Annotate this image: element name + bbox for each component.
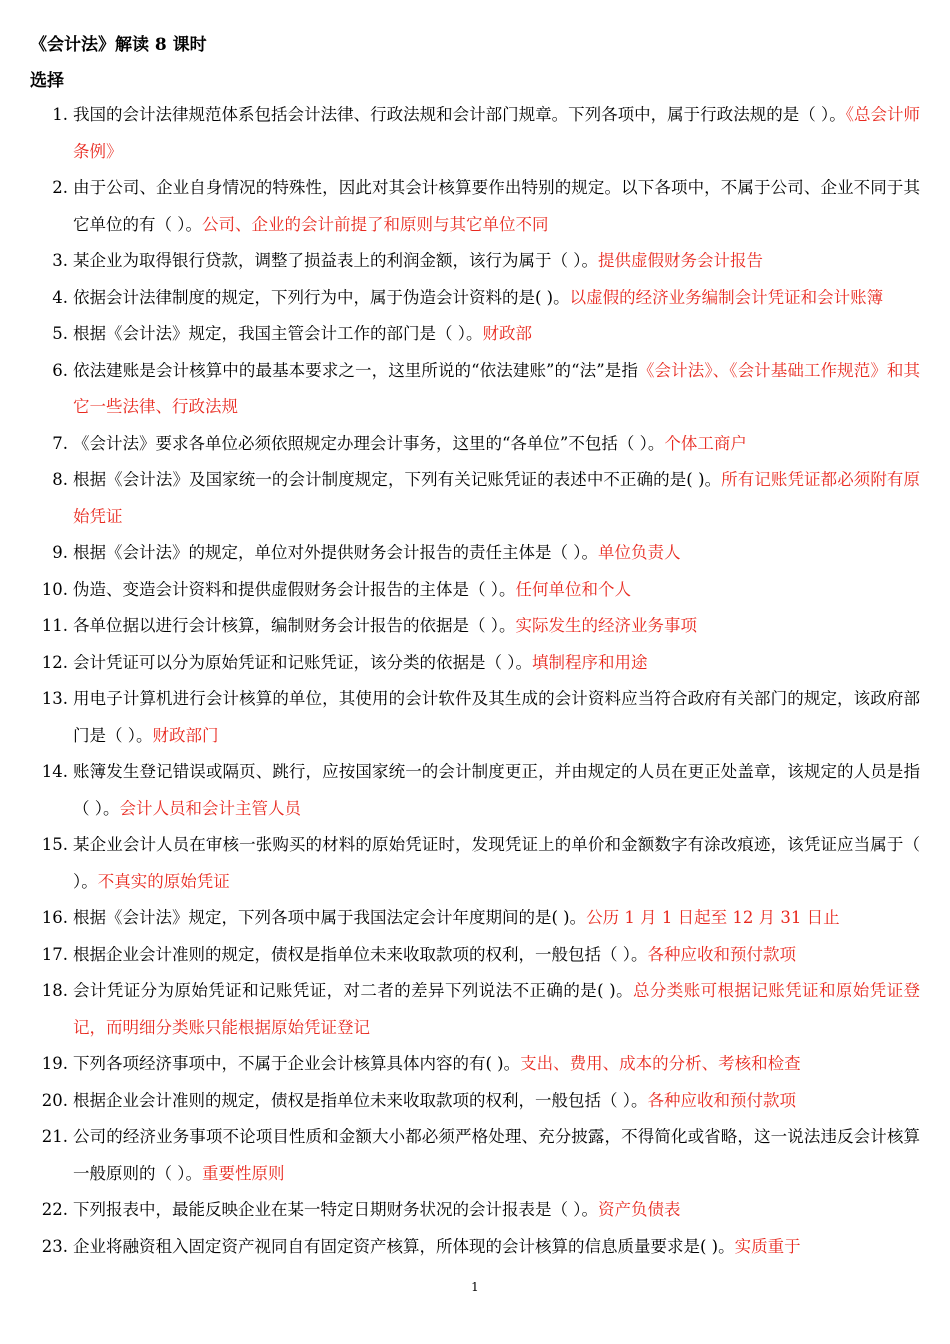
- question-text: 根据企业会计准则的规定，债权是指单位未来收取款项的权利，一般包括（ ）。: [73, 944, 648, 964]
- question-text: 《会计法》要求各单位必须依照规定办理会计事务，这里的“各单位”不包括（ ）。: [73, 433, 665, 453]
- answer-text: 所有记账凭证都必须附有原始凭证: [73, 470, 921, 526]
- answer-text: 各种应收和预付款项: [647, 944, 796, 964]
- question-number: 19.: [41, 1054, 68, 1073]
- list-item: [30, 1083, 920, 1120]
- answer-text: 提供虚假财务会计报告: [598, 251, 763, 270]
- list-item: [30, 170, 920, 243]
- section-heading: 选择: [30, 71, 64, 91]
- answer-text: 填制程序和用途: [532, 652, 648, 672]
- answer-text: 各种应收和预付款项: [647, 1090, 796, 1110]
- question-text: 用电子计算机进行会计核算的单位，其使用的会计软件及其生成的会计资料应当符合政府有关部门的规定，该政府部门是（ ）。: [73, 689, 920, 745]
- answer-text: 公司、企业的会计前提了和原则与其它单位不同: [202, 214, 549, 234]
- page-number: 1: [471, 1280, 479, 1294]
- list-item: [30, 681, 920, 754]
- question-number: 22.: [41, 1200, 68, 1219]
- answer-text: 总分类账可根据记账凭证和原始凭证登记，而明细分类账只能根据原始凭证登记: [73, 981, 921, 1037]
- answer-text: 会计人员和会计主管人员: [119, 798, 301, 818]
- answer-text: 重要性原则: [202, 1163, 285, 1183]
- list-item: [30, 1229, 920, 1266]
- list-item: [30, 97, 920, 170]
- question-text: 各单位据以进行会计核算，编制财务会计报告的依据是（ ）。: [73, 616, 516, 635]
- question-number: 9.: [52, 543, 68, 562]
- question-text: 下列各项经济事项中，不属于企业会计核算具体内容的有( )。: [73, 1054, 521, 1073]
- document-title: 《会计法》解读 8 课时: [30, 35, 207, 55]
- list-item: [30, 645, 920, 682]
- question-text: 根据《会计法》规定，我国主管会计工作的部门是（ ）。: [73, 324, 483, 343]
- question-number: 13.: [41, 689, 68, 708]
- question-text: 某企业会计人员在审核一张购买的材料的原始凭证时，发现凭证上的单价和金额数字有涂改痕迹，该凭证应当属于（ ）。: [73, 835, 920, 891]
- list-item: [30, 572, 920, 609]
- answer-text: 资产负债表: [598, 1200, 681, 1219]
- question-text: 依据会计法律制度的规定，下列行为中，属于伪造会计资料的是( )。: [73, 287, 570, 307]
- question-number: 12.: [41, 652, 68, 672]
- list-item: [30, 1192, 920, 1229]
- question-text: 会计凭证分为原始凭证和记账凭证，对二者的差异下列说法不正确的是( )。: [73, 981, 633, 1000]
- answer-text: 不真实的原始凭证: [97, 871, 230, 891]
- answer-text: 实际发生的经济业务事项: [515, 616, 697, 635]
- question-number: 8.: [52, 470, 68, 489]
- question-number: 23.: [41, 1236, 68, 1256]
- answer-text: 财政部门: [152, 725, 219, 745]
- question-text: 根据企业会计准则的规定，债权是指单位未来收取款项的权利，一般包括（ ）。: [73, 1090, 648, 1110]
- question-number: 17.: [41, 944, 68, 964]
- answer-text: 《总会计师条例》: [73, 105, 921, 161]
- list-item: [30, 243, 920, 280]
- list-item: [30, 462, 920, 535]
- question-number: 14.: [41, 762, 68, 781]
- answer-text: 财政部: [482, 324, 532, 343]
- question-number: 15.: [41, 835, 68, 854]
- answer-text: 任何单位和个人: [515, 579, 631, 599]
- question-number: 4.: [52, 287, 68, 307]
- list-item: [30, 1046, 920, 1083]
- question-number: 21.: [41, 1127, 68, 1146]
- question-list: [30, 97, 920, 1265]
- list-item: [30, 973, 920, 1046]
- answer-text: 《会计法》、《会计基础工作规范》和其它一些法律、行政法规: [73, 360, 920, 416]
- list-item: [30, 1119, 920, 1192]
- question-number: 3.: [52, 251, 68, 270]
- question-text: 某企业为取得银行贷款，调整了损益表上的利润金额，该行为属于（ ）。: [73, 251, 598, 270]
- question-text: 企业将融资租入固定资产视同自有固定资产核算，所体现的会计核算的信息质量要求是( )。: [73, 1236, 735, 1256]
- answer-text: 单位负责人: [598, 543, 681, 562]
- question-text: 根据《会计法》及国家统一的会计制度规定，下列有关记账凭证的表述中不正确的是( )。: [73, 470, 722, 489]
- question-number: 1.: [52, 105, 68, 124]
- question-text: 公司的经济业务事项不论项目性质和金额大小都必须严格处理、充分披露，不得简化或省略，这一说法违反会计核算一般原则的（ ）。: [73, 1127, 920, 1183]
- list-item: [30, 316, 920, 353]
- question-text: 依法建账是会计核算中的最基本要求之一，这里所说的“依法建账”的“法”是指: [73, 360, 638, 380]
- question-text: 由于公司、企业自身情况的特殊性，因此对其会计核算要作出特别的规定。以下各项中，不属于公司、企业不同于其它单位的有（ ）。: [73, 178, 920, 234]
- list-item: [30, 280, 920, 317]
- question-number: 20.: [41, 1090, 68, 1110]
- question-number: 11.: [41, 616, 68, 635]
- list-item: [30, 827, 920, 900]
- answer-text: 以虚假的经济业务编制会计凭证和会计账簿: [569, 287, 884, 307]
- question-text: 下列报表中，最能反映企业在某一特定日期财务状况的会计报表是（ ）。: [73, 1200, 598, 1219]
- list-item: [30, 426, 920, 463]
- question-text: 根据《会计法》规定，下列各项中属于我国法定会计年度期间的是( )。: [73, 908, 587, 927]
- question-text: 我国的会计法律规范体系包括会计法律、行政法规和会计部门规章。下列各项中，属于行政法规的是（ ）。: [73, 105, 846, 124]
- list-item: [30, 353, 920, 426]
- answer-text: 支出、费用、成本的分析、考核和检查: [520, 1054, 801, 1073]
- question-number: 6.: [52, 360, 68, 380]
- answer-text: 实质重于: [734, 1236, 801, 1256]
- list-item: [30, 608, 920, 645]
- question-text: 账簿发生登记错误或隔页、跳行，应按国家统一的会计制度更正，并由规定的人员在更正处盖章，该规定的人员是指（ ）。: [73, 762, 920, 818]
- list-item: [30, 535, 920, 572]
- question-text: 会计凭证可以分为原始凭证和记账凭证，该分类的依据是（ ）。: [73, 652, 532, 672]
- question-number: 5.: [52, 324, 68, 343]
- question-text: 根据《会计法》的规定，单位对外提供财务会计报告的责任主体是（ ）。: [73, 543, 598, 562]
- question-number: 7.: [52, 433, 68, 453]
- question-number: 18.: [41, 981, 68, 1000]
- question-number: 16.: [41, 908, 68, 927]
- list-item: [30, 754, 920, 827]
- list-item: [30, 937, 920, 974]
- answer-text: 公历 1 月 1 日起至 12 月 31 日止: [586, 908, 840, 927]
- answer-text: 个体工商户: [664, 433, 747, 453]
- question-number: 2.: [52, 178, 68, 197]
- list-item: [30, 900, 920, 937]
- question-number: 10.: [41, 579, 68, 599]
- question-text: 伪造、变造会计资料和提供虚假财务会计报告的主体是（ ）。: [73, 579, 516, 599]
